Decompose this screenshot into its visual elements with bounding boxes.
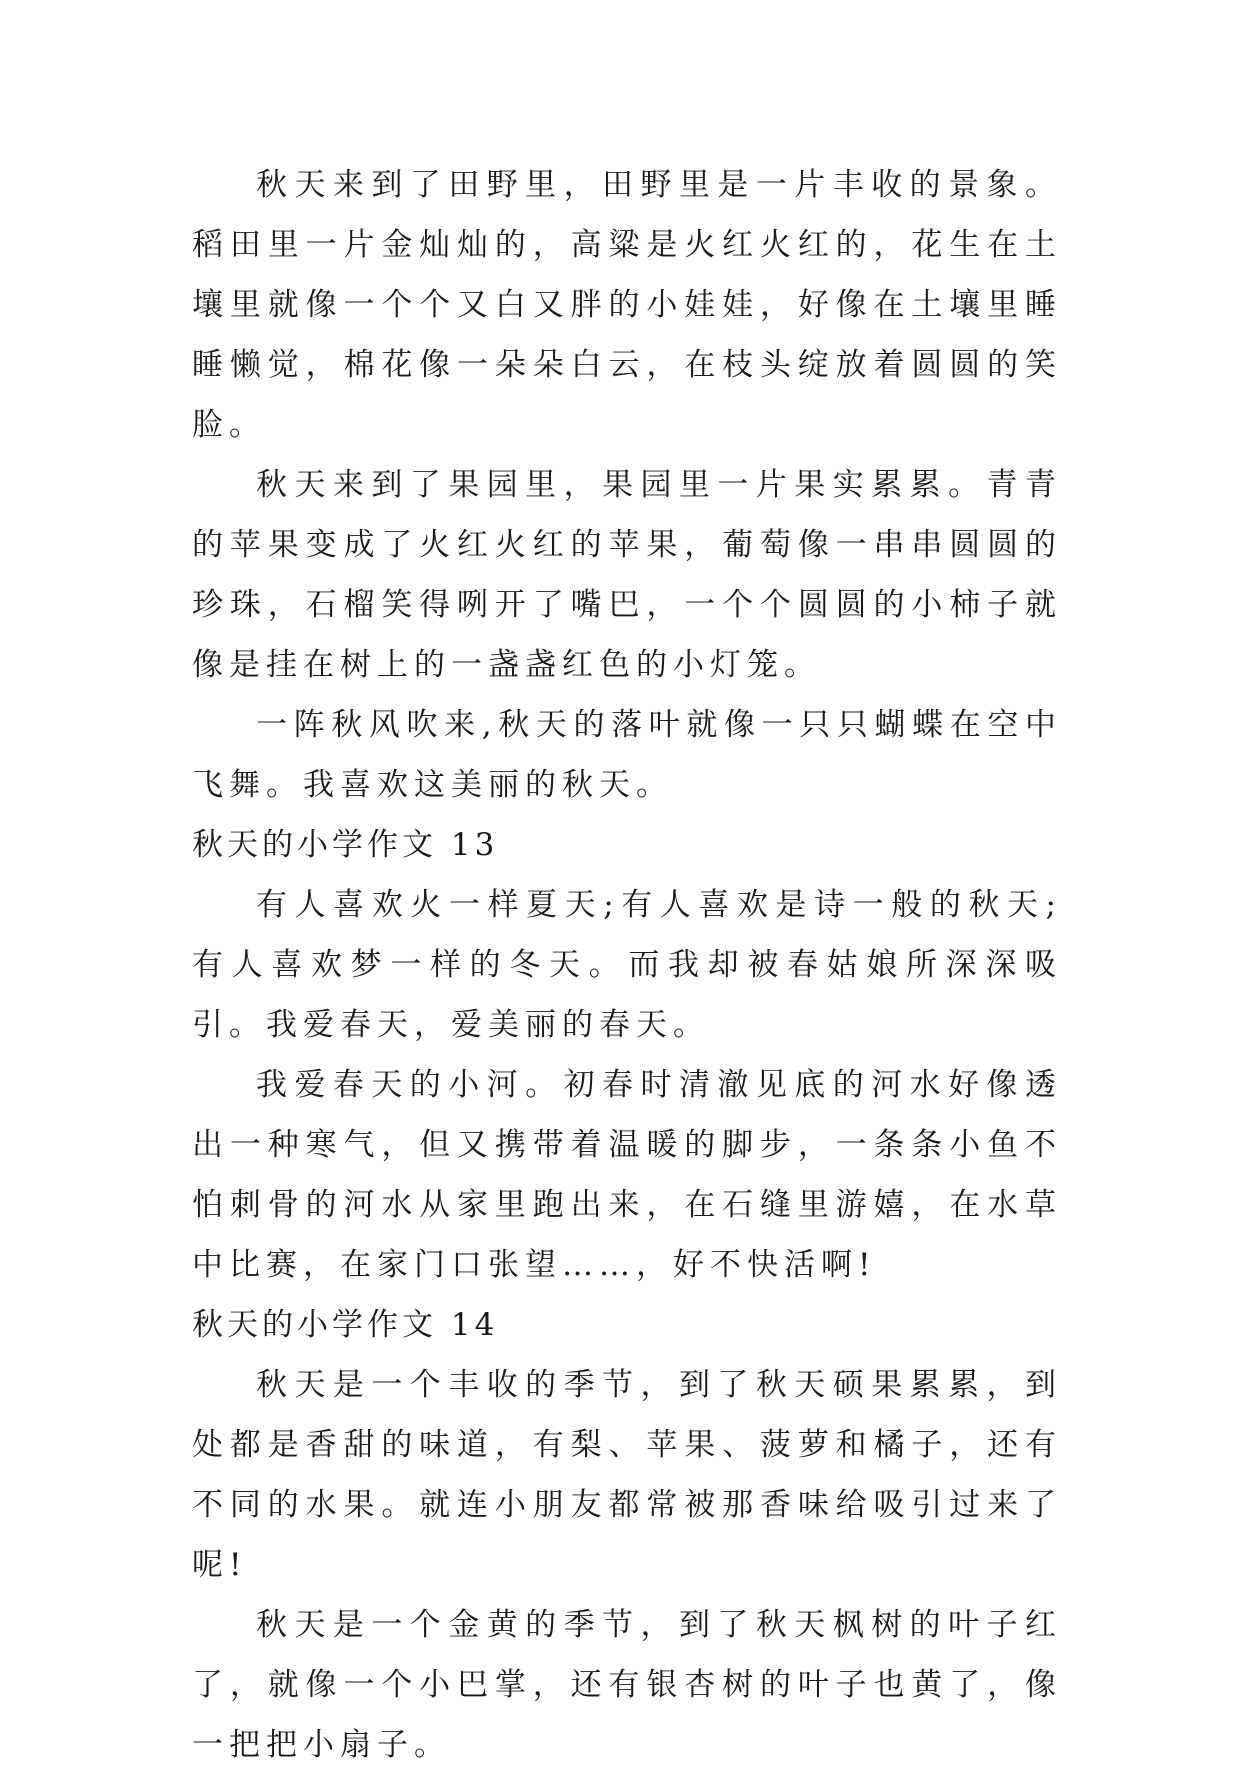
paragraph-autumn-wind: 一阵秋风吹来,秋天的落叶就像一只只蝴蝶在空中飞舞。我喜欢这美丽的秋天。 [192, 707, 1062, 803]
paragraph-spring-river: 我爱春天的小河。初春时清澈见底的河水好像透出一种寒气，但又携带着温暖的脚步，一条条小鱼不怕刺骨的河水从家里跑出来，在石缝里游嬉，在水草中比赛，在家门口张望……，好不快活啊! [192, 1067, 1062, 1283]
paragraph-seasons-preference: 有人喜欢火一样夏天;有人喜欢是诗一般的秋天;有人喜欢梦一样的冬天。而我却被春姑娘所深深吸引。我爱春天，爱美丽的春天。 [192, 887, 1062, 1043]
document-page [192, 155, 1062, 1775]
essay-heading-13: 秋天的小学作文 13 [192, 827, 499, 863]
essay-heading-14: 秋天的小学作文 14 [192, 1307, 499, 1343]
paragraph-golden-season: 秋天是一个金黄的季节，到了秋天枫树的叶子红了，就像一个小巴掌，还有银杏树的叶子也黄了，像一把把小扇子。 [192, 1607, 1062, 1763]
paragraph-orchard-autumn: 秋天来到了果园里，果园里一片果实累累。青青的苹果变成了火红火红的苹果，葡萄像一串串圆圆的珍珠，石榴笑得咧开了嘴巴，一个个圆圆的小柿子就像是挂在树上的一盏盏红色的小灯笼。 [192, 467, 1062, 683]
paragraph-field-autumn: 秋天来到了田野里，田野里是一片丰收的景象。稻田里一片金灿灿的，高粱是火红火红的，花生在土壤里就像一个个又白又胖的小娃娃，好像在土壤里睡睡懒觉，棉花像一朵朵白云，在枝头绽放着圆圆的笑脸。 [192, 167, 1062, 443]
paragraph-harvest-season: 秋天是一个丰收的季节，到了秋天硕果累累，到处都是香甜的味道，有梨、苹果、菠萝和橘子，还有不同的水果。就连小朋友都常被那香味给吸引过来了呢! [192, 1367, 1062, 1583]
